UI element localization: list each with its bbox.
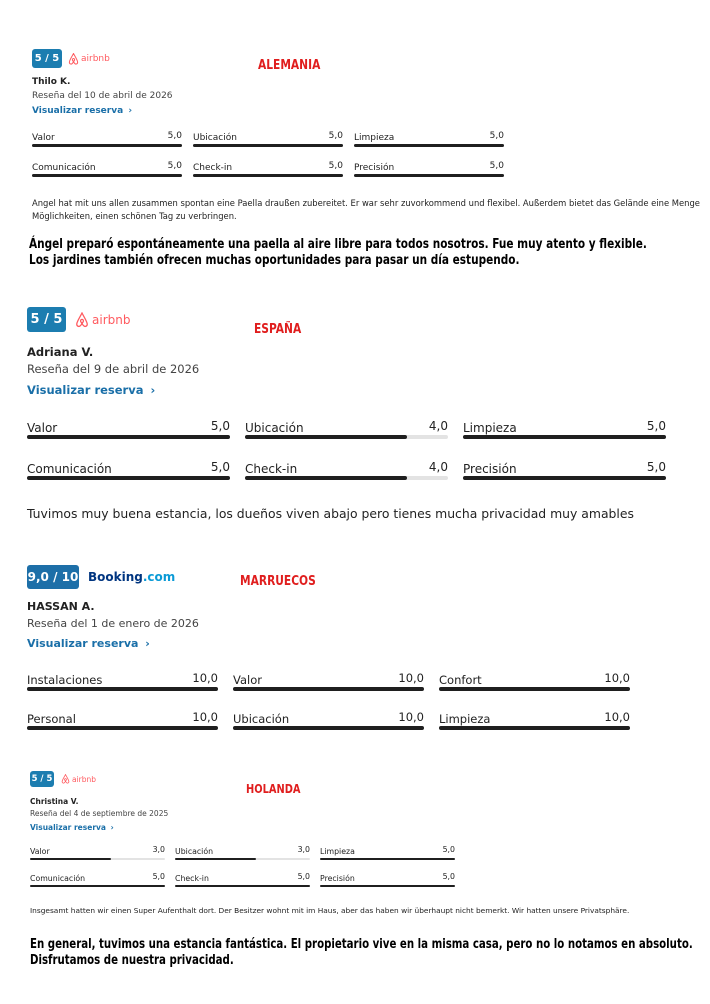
rating-bar	[30, 885, 165, 888]
reviewer-name: Adriana V.	[27, 345, 94, 359]
review-translation	[29, 236, 647, 268]
country-label: ESPAÑA	[254, 322, 302, 337]
rating-bar	[175, 885, 310, 888]
rating-bar	[354, 174, 504, 177]
airbnb-logo-icon	[61, 774, 70, 784]
translation-line: Los jardines también ofrecen muchas oportunidades para pasar un día estupendo.	[29, 252, 520, 268]
rating-bar-fill	[233, 726, 424, 730]
category-value: 5,0	[297, 872, 310, 881]
rating-bar	[27, 435, 230, 439]
category-value: 5,0	[167, 131, 182, 141]
category-value: 10,0	[398, 710, 424, 724]
rating-bar	[27, 726, 218, 730]
translation-line: Ángel preparó espontáneamente una paella al aire libre para todos nosotros. Fue muy atento y flexible.	[29, 236, 647, 252]
category-value: 10,0	[398, 671, 424, 685]
rating-category	[175, 868, 310, 887]
booking-logo	[88, 570, 175, 584]
rating-bar-fill	[439, 687, 630, 691]
rating-bar	[175, 858, 310, 861]
category-label: Precisión	[354, 163, 395, 173]
rating-bar	[354, 144, 504, 147]
brand-name-suffix: .com	[142, 570, 176, 584]
reviewer-name: HASSAN A.	[27, 600, 95, 613]
review-original-line: Möglichkeiten, einen schönen Tag zu verbringen.	[32, 211, 237, 221]
review-date: Reseña del 10 de abril de 2026	[32, 91, 173, 101]
rating-category	[354, 156, 504, 177]
rating-bar	[233, 687, 424, 691]
rating-category	[27, 664, 218, 691]
rating-category	[193, 156, 343, 177]
rating-bar	[193, 174, 343, 177]
category-label: Precisión	[320, 874, 355, 883]
category-label: Limpieza	[320, 847, 355, 856]
category-value: 5,0	[489, 161, 504, 171]
airbnb-logo-icon	[68, 53, 79, 65]
view-booking-label: Visualizar reserva	[30, 823, 106, 832]
chevron-right-icon: ›	[145, 637, 150, 650]
category-label: Limpieza	[463, 421, 517, 435]
rating-category	[32, 156, 182, 177]
category-label: Confort	[439, 673, 482, 687]
chevron-right-icon: ›	[128, 106, 133, 116]
category-value: 5,0	[328, 131, 343, 141]
view-booking-link[interactable]	[30, 823, 114, 832]
review-original-line: Angel hat mit uns allen zusammen spontan eine Paella draußen zubereitet. Er war sehr zuvorkommend und flexibel. Außerdem bietet das Gelände eine Menge	[32, 198, 700, 208]
rating-bar-fill	[193, 144, 343, 147]
category-label: Ubicación	[175, 847, 214, 856]
rating-bar	[463, 435, 666, 439]
review-translation	[30, 937, 693, 969]
rating-bar-fill	[233, 687, 424, 691]
category-value: 10,0	[192, 671, 218, 685]
score-badge: 5 / 5	[32, 49, 62, 68]
score-badge: 5 / 5	[27, 307, 66, 332]
category-value: 5,0	[489, 131, 504, 141]
view-booking-label: Visualizar reserva	[27, 383, 144, 397]
category-label: Check-in	[245, 462, 298, 476]
view-booking-link[interactable]	[27, 383, 155, 397]
airbnb-logo-icon	[75, 312, 89, 328]
rating-bar-fill	[245, 476, 407, 480]
rating-bar	[320, 885, 455, 888]
rating-category	[193, 126, 343, 147]
review-comment: Tuvimos muy buena estancia, los dueños viven abajo pero tienes mucha privacidad muy amables	[27, 506, 634, 521]
category-label: Precisión	[463, 462, 517, 476]
category-value: 5,0	[442, 845, 455, 854]
category-label: Comunicación	[32, 163, 96, 173]
rating-category	[233, 703, 424, 730]
rating-bar-fill	[193, 174, 343, 177]
score-badge: 5 / 5	[30, 771, 54, 787]
rating-category	[27, 703, 218, 730]
rating-bar	[193, 144, 343, 147]
airbnb-brand	[61, 772, 96, 786]
rating-bar-fill	[27, 476, 230, 480]
rating-bar-fill	[245, 435, 407, 439]
rating-category	[175, 841, 310, 860]
category-label: Valor	[32, 133, 55, 143]
rating-bar-fill	[30, 858, 111, 861]
review-date: Reseña del 9 de abril de 2026	[27, 362, 200, 376]
review-original-text	[30, 905, 629, 916]
translation-line: En general, tuvimos una estancia fantástica. El propietario vive en la misma casa, pero no lo notamos en absoluto.	[30, 937, 693, 952]
rating-category	[27, 412, 230, 439]
rating-bar	[463, 476, 666, 480]
rating-bar	[32, 174, 182, 177]
rating-category	[463, 412, 666, 439]
rating-bar	[245, 476, 448, 480]
rating-bar	[30, 858, 165, 861]
view-booking-label: Visualizar reserva	[32, 106, 124, 116]
rating-bar	[320, 858, 455, 861]
reviewer-name: Thilo K.	[32, 77, 71, 87]
rating-category	[233, 664, 424, 691]
rating-category	[439, 703, 630, 730]
rating-bar-fill	[463, 476, 666, 480]
chevron-right-icon: ›	[150, 383, 156, 397]
rating-bar-fill	[32, 144, 182, 147]
brand-name-main: Booking	[88, 570, 143, 584]
category-label: Personal	[27, 712, 76, 726]
rating-bar	[233, 726, 424, 730]
rating-category	[32, 126, 182, 147]
rating-bar-fill	[32, 174, 182, 177]
rating-category	[354, 126, 504, 147]
review-date: Reseña del 4 de septiembre de 2025	[30, 809, 169, 818]
rating-bar-fill	[30, 885, 165, 888]
rating-category	[245, 412, 448, 439]
category-label: Comunicación	[27, 462, 112, 476]
category-value: 4,0	[428, 419, 448, 433]
chevron-right-icon: ›	[110, 823, 114, 832]
rating-bar-fill	[463, 435, 666, 439]
airbnb-brand	[68, 51, 110, 67]
rating-bar-fill	[320, 858, 455, 861]
category-value: 4,0	[428, 460, 448, 474]
country-label: HOLANDA	[246, 782, 301, 796]
rating-bar-fill	[27, 435, 230, 439]
review-original-text	[32, 197, 700, 223]
rating-bar-fill	[354, 174, 504, 177]
rating-bar-fill	[27, 726, 218, 730]
rating-bar-fill	[439, 726, 630, 730]
score-badge: 9,0 / 10	[27, 565, 79, 589]
rating-category	[30, 841, 165, 860]
category-label: Valor	[27, 421, 58, 435]
category-value: 5,0	[328, 161, 343, 171]
rating-category	[320, 868, 455, 887]
rating-bar-fill	[354, 144, 504, 147]
rating-bar	[27, 687, 218, 691]
rating-bar	[245, 435, 448, 439]
category-value: 5,0	[210, 419, 230, 433]
category-value: 5,0	[210, 460, 230, 474]
rating-category	[320, 841, 455, 860]
rating-bar	[32, 144, 182, 147]
rating-bar	[439, 726, 630, 730]
translation-line: Disfrutamos de nuestra privacidad.	[30, 953, 234, 968]
rating-category	[30, 868, 165, 887]
category-value: 5,0	[442, 872, 455, 881]
review-original-line: Insgesamt hatten wir einen Super Aufenthalt dort. Der Besitzer wohnt mit im Haus, aber das haben wir überhaupt nicht bemerkt. Wir hatten unsere Privatsphäre.	[30, 906, 630, 915]
rating-bar	[27, 476, 230, 480]
view-booking-link[interactable]	[32, 106, 132, 116]
category-label: Valor	[30, 847, 50, 856]
rating-category	[463, 453, 666, 480]
brand-name: airbnb	[92, 313, 131, 327]
category-value: 5,0	[646, 419, 666, 433]
rating-bar-fill	[175, 858, 256, 861]
category-value: 5,0	[152, 872, 165, 881]
country-label: MARRUECOS	[240, 574, 316, 589]
category-label: Ubicación	[193, 133, 237, 143]
category-value: 10,0	[604, 710, 630, 724]
category-value: 5,0	[167, 161, 182, 171]
category-label: Limpieza	[439, 712, 491, 726]
rating-category	[27, 453, 230, 480]
view-booking-link[interactable]	[27, 637, 150, 650]
category-label: Instalaciones	[27, 673, 103, 687]
rating-bar-fill	[320, 885, 455, 888]
rating-bar	[439, 687, 630, 691]
rating-category	[439, 664, 630, 691]
category-label: Check-in	[175, 874, 209, 883]
category-label: Comunicación	[30, 874, 86, 883]
category-value: 3,0	[152, 845, 165, 854]
booking-brand	[88, 568, 175, 586]
view-booking-label: Visualizar reserva	[27, 637, 139, 650]
reviewer-name: Christina V.	[30, 797, 79, 806]
airbnb-brand	[75, 310, 130, 330]
brand-name: airbnb	[81, 54, 110, 64]
category-value: 3,0	[297, 845, 310, 854]
rating-bar-fill	[175, 885, 310, 888]
country-label: ALEMANIA	[258, 58, 321, 73]
category-label: Limpieza	[354, 133, 395, 143]
rating-bar-fill	[27, 687, 218, 691]
category-value: 10,0	[192, 710, 218, 724]
review-date: Reseña del 1 de enero de 2026	[27, 617, 199, 630]
category-label: Check-in	[193, 163, 233, 173]
rating-category	[245, 453, 448, 480]
category-value: 10,0	[604, 671, 630, 685]
category-label: Ubicación	[233, 712, 290, 726]
category-label: Valor	[233, 673, 262, 687]
category-label: Ubicación	[245, 421, 304, 435]
category-value: 5,0	[646, 460, 666, 474]
brand-name: airbnb	[72, 774, 97, 784]
